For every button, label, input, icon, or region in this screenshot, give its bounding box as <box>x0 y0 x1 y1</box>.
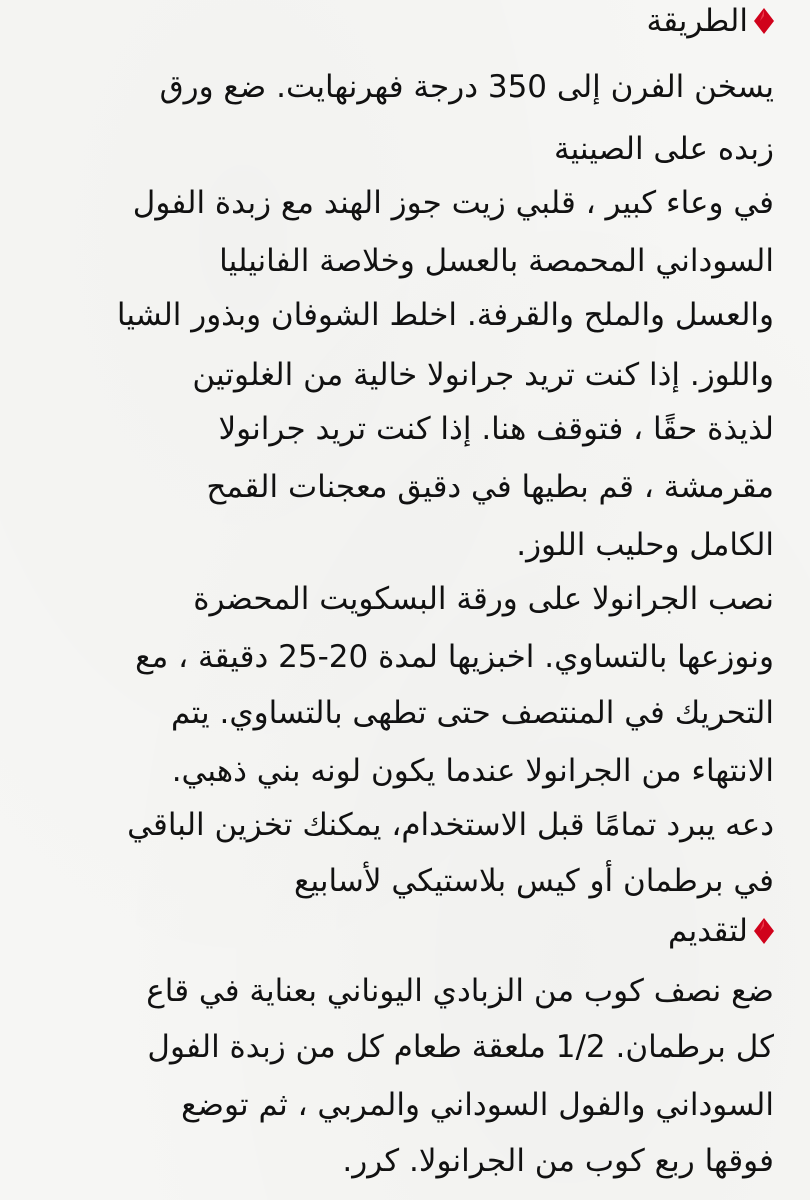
method-line-14: دعه يبرد تمامًا قبل الاستخدام، يمكنك تخزين الباقي <box>127 807 774 843</box>
red-diamond-icon <box>754 8 774 34</box>
method-line-2: زبده على الصينية <box>553 131 774 167</box>
red-diamond-icon <box>754 918 774 944</box>
method-line-9: الكامل وحليب اللوز. <box>516 527 774 563</box>
method-line-8: مقرمشة ، قم بطيها في دقيق معجنات القمح <box>206 469 774 505</box>
method-line-13: الانتهاء من الجرانولا عندما يكون لونه بني ذهبي. <box>171 753 774 789</box>
serving-line-3: السوداني والفول السوداني والمربي ، ثم توضع <box>181 1087 774 1123</box>
serving-line-1: ضع نصف كوب من الزبادي اليوناني بعناية في قاع <box>146 973 774 1009</box>
method-line-6: واللوز. إذا كنت تريد جرانولا خالية من الغلوتين <box>192 357 774 393</box>
method-title: الطريقة <box>646 3 748 39</box>
method-line-3: في وعاء كبير ، قلبي زيت جوز الهند مع زبدة الفول <box>132 185 774 221</box>
method-line-5: والعسل والملح والقرفة. اخلط الشوفان وبذور الشيا <box>116 297 774 333</box>
method-line-4: السوداني المحمصة بالعسل وخلاصة الفانيليا <box>219 243 774 279</box>
serving-line-2: كل برطمان. 1/2 ملعقة طعام كل من زبدة الفول <box>147 1029 774 1065</box>
method-line-1: يسخن الفرن إلى 350 درجة فهرنهايت. ضع ورق <box>159 69 774 105</box>
method-heading <box>30 0 774 50</box>
method-line-11: ونوزعها بالتساوي. اخبزيها لمدة 20-25 دقيقة ، مع <box>135 639 774 675</box>
serving-title: لتقديم <box>667 913 748 949</box>
method-line-12: التحريك في المنتصف حتى تطهى بالتساوي. يتم <box>171 695 774 731</box>
method-line-7: لذيذة حقًا ، فتوقف هنا. إذا كنت تريد جرانولا <box>218 411 774 447</box>
serving-line-4: فوقها ربع كوب من الجرانولا. كرر. <box>342 1143 774 1179</box>
method-line-15: في برطمان أو كيس بلاستيكي لأسابيع <box>293 863 774 899</box>
method-line-10: نصب الجرانولا على ورقة البسكويت المحضرة <box>193 581 774 617</box>
serving-heading <box>30 902 774 960</box>
